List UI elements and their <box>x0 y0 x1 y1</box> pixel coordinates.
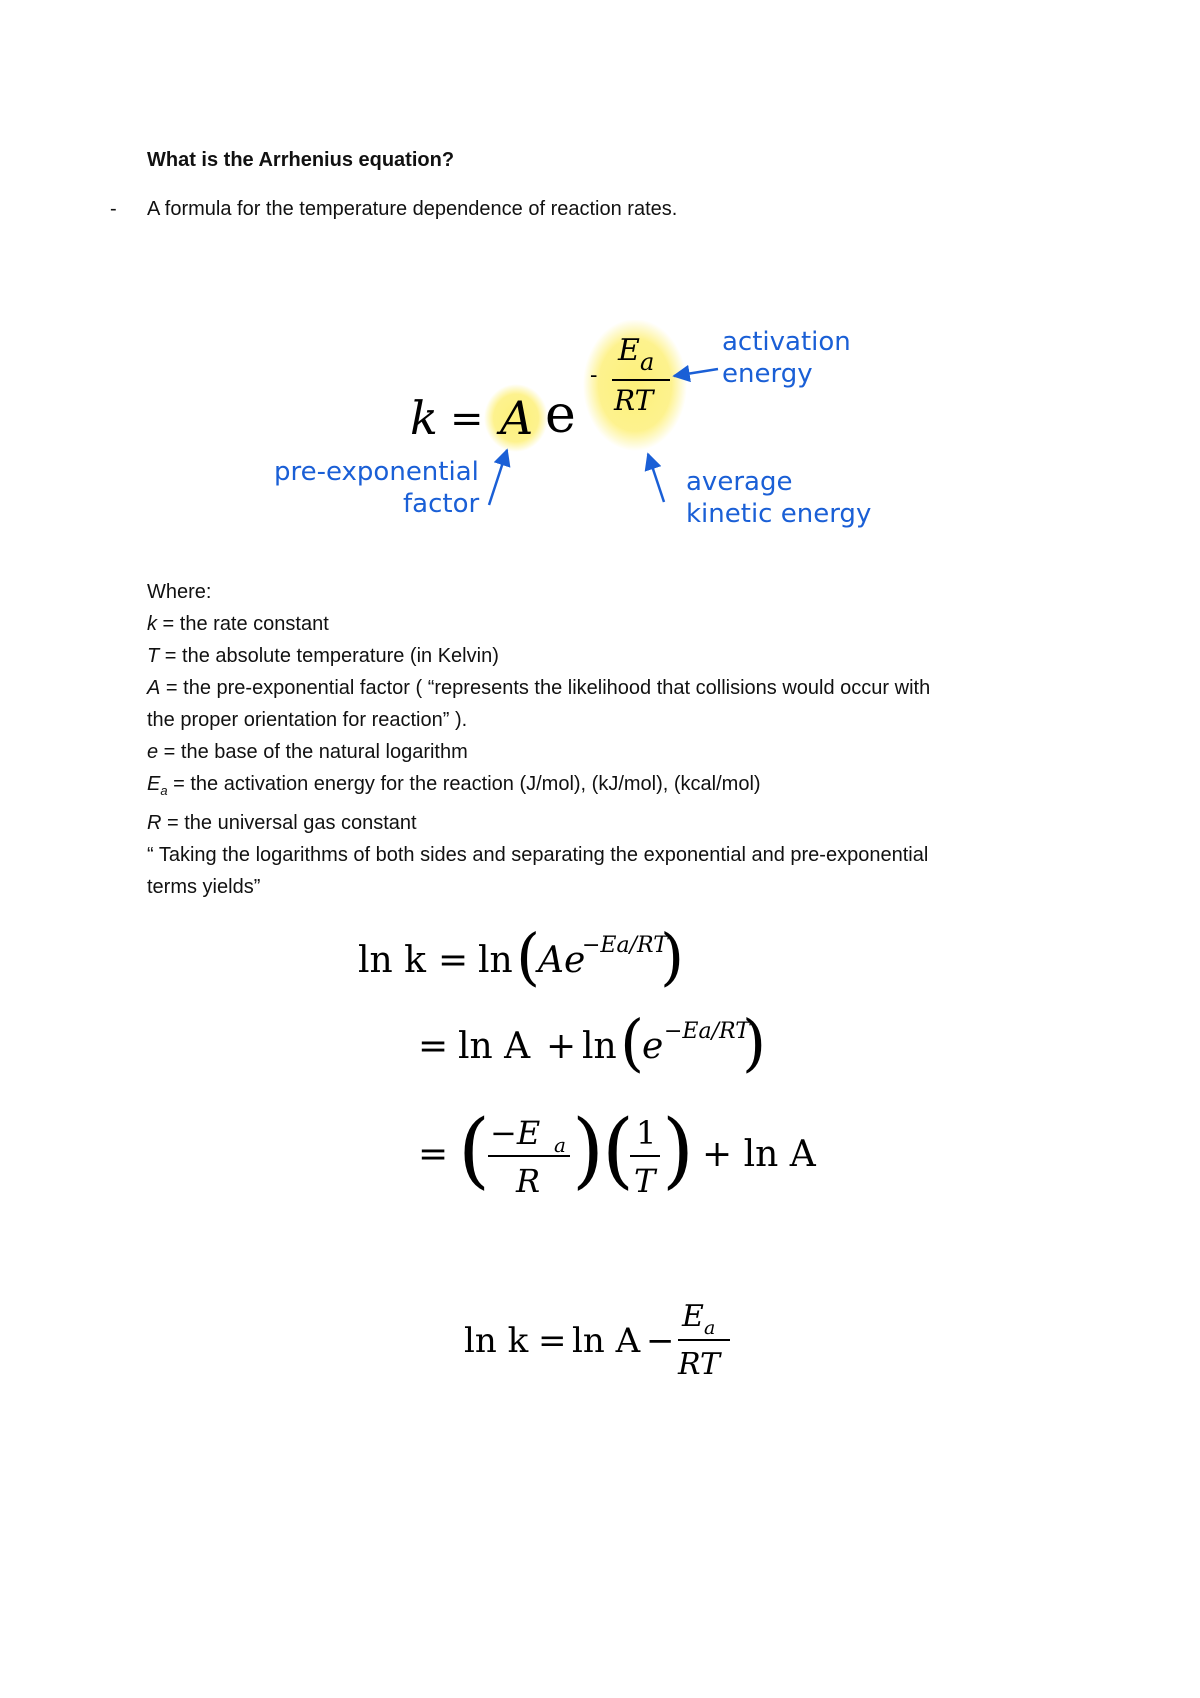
eq-equals: = <box>450 396 484 442</box>
sym-Ea: E <box>147 773 161 795</box>
def-e-text: = the base of the natural logarithm <box>158 741 468 763</box>
def-k-text: = the rate constant <box>157 613 329 635</box>
label-activation-1: activation <box>722 327 851 357</box>
d3-den2: T <box>634 1162 656 1200</box>
d1-ln: ln <box>478 940 513 981</box>
def-where: Where: <box>147 581 212 603</box>
d3-paren2-close: ) <box>662 1103 694 1198</box>
arrhenius-annotated-figure <box>260 320 900 540</box>
f-eq: = <box>538 1321 567 1361</box>
d2-ln: ln <box>582 1026 617 1067</box>
sym-Ea-sub: a <box>160 783 168 798</box>
d2-paren-open: ( <box>620 1006 645 1079</box>
def-quote-2: terms yields” <box>147 876 261 898</box>
final-equation <box>460 1290 760 1390</box>
label-avg-2: kinetic energy <box>686 499 872 529</box>
def-T <box>147 640 1047 672</box>
derivation-block <box>350 920 850 1220</box>
def-Ea <box>147 768 1047 807</box>
d3-eq: = <box>418 1134 449 1175</box>
d3-paren1-open: ( <box>458 1103 490 1198</box>
d1-eq: = <box>438 940 469 981</box>
eq-e: e <box>545 385 576 445</box>
def-A-text1: = the pre-exponential factor ( “represents the likelihood that collisions would occur with <box>160 677 931 699</box>
d1-lhs: ln k <box>358 940 426 981</box>
label-preexp-1: pre-exponential <box>274 457 479 487</box>
f-den: RT <box>678 1347 721 1382</box>
arrow-preexp <box>489 450 507 505</box>
def-k <box>147 608 1047 640</box>
d2-e: e <box>642 1026 664 1067</box>
d1-paren-close: ) <box>660 920 685 993</box>
f-lnA: ln A <box>572 1321 641 1361</box>
bullet-marker: - <box>110 198 117 220</box>
definitions-block <box>147 576 1047 903</box>
def-quote-1: “ Taking the logarithms of both sides and separating the exponential and pre-exponential <box>147 844 929 866</box>
sym-k: k <box>147 613 157 635</box>
def-T-text: = the absolute temperature (in Kelvin) <box>159 645 499 667</box>
eq-Ea-E: E <box>618 333 640 368</box>
f-num: E <box>682 1299 704 1334</box>
d3-paren2-open: ( <box>602 1103 634 1198</box>
sym-R: R <box>147 812 162 834</box>
label-preexp-2: factor <box>403 489 480 519</box>
def-R <box>147 807 1047 839</box>
d3-tail: + ln A <box>702 1134 816 1175</box>
sym-A: A <box>147 677 161 699</box>
f-minus: − <box>646 1321 675 1361</box>
def-A <box>147 672 1047 704</box>
d2-eq: = <box>418 1026 449 1067</box>
d1-Ae: Ae <box>538 940 586 981</box>
eq-Ea-a: a <box>640 348 655 376</box>
bullet-text: A formula for the temperature dependence of reaction rates. <box>147 198 678 220</box>
d1-paren-open: ( <box>516 920 541 993</box>
d3-num2: 1 <box>636 1114 657 1152</box>
eq-A: A <box>500 391 534 445</box>
def-R-text: = the universal gas constant <box>161 812 417 834</box>
d2-paren-close: ) <box>742 1006 767 1079</box>
f-lhs: ln k <box>464 1321 529 1361</box>
sym-e: e <box>147 741 159 763</box>
heading: What is the Arrhenius equation? <box>147 149 455 171</box>
eq-k: k <box>410 391 438 445</box>
d3-den1: R <box>516 1162 541 1200</box>
def-Ea-text: = the activation energy for the reaction (J/mol), (kJ/mol), (kcal/mol) <box>167 773 761 795</box>
eq-RT: RT <box>614 384 654 417</box>
f-num-sub: a <box>704 1317 716 1339</box>
d2-exp: −Ea/RT <box>664 1019 750 1044</box>
d1-exp: −Ea/RT <box>582 933 668 958</box>
d3-num1-sub: a <box>554 1133 566 1157</box>
arrow-avg <box>648 454 664 502</box>
label-activation-2: energy <box>722 359 813 389</box>
d2-lnA: ln A <box>458 1026 531 1067</box>
label-avg-1: average <box>686 467 793 497</box>
d2-plus: + <box>546 1026 577 1067</box>
def-e <box>147 736 1047 768</box>
d3-num1: −E <box>490 1114 541 1152</box>
eq-minus: - <box>590 363 598 388</box>
def-A-cont: the proper orientation for reaction” ). <box>147 709 468 731</box>
sym-T: T <box>147 645 160 667</box>
d3-paren1-close: ) <box>572 1103 604 1198</box>
